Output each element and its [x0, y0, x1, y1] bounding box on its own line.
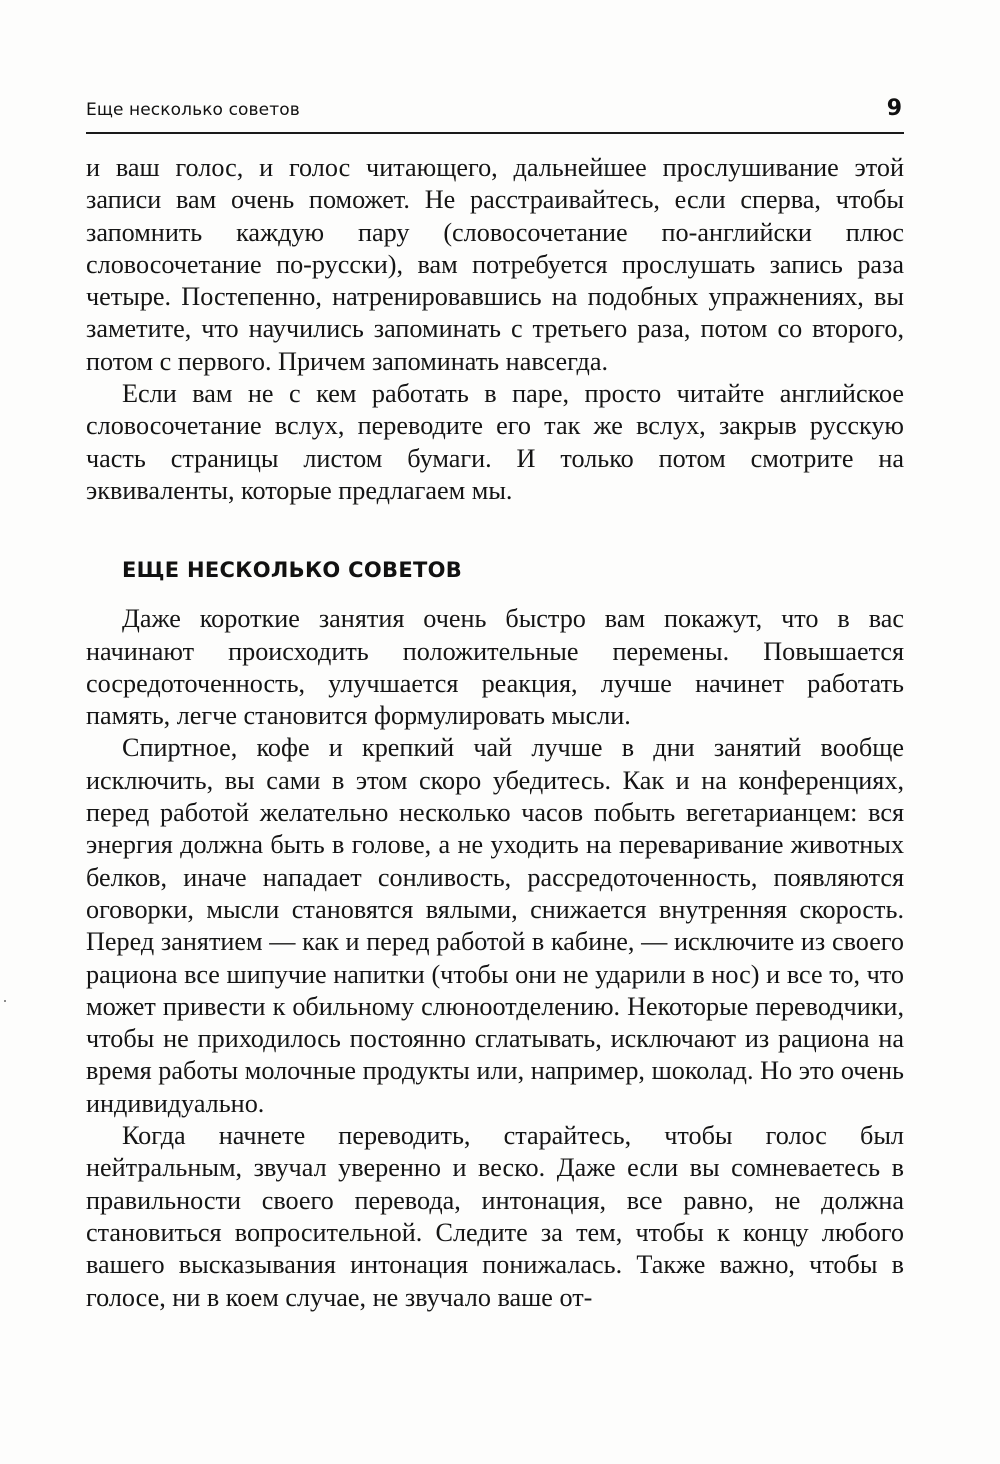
body-text — [86, 152, 904, 1314]
page-number: 9 — [886, 96, 902, 121]
paragraph: Даже короткие занятия очень быстро вам покажут, что в вас начинают происходить положительные перемены. Повышается сосредоточенность, улучшается реакция, лучше начинет работать память, легче становится формулировать мысли. — [86, 604, 904, 731]
paragraph: Спиртное, кофе и крепкий чай лучше в дни занятий вообще исключить, вы сами в этом скоро убедитесь. Как и на конференциях, перед работой желательно несколько часов побыть вегетарианцем: вся энергия должна быть в голове, а не уходить на переваривание животных белков, иначе нападает сонливость, рассредоточенность, появляются оговорки, мысли становятся вялыми, снижается внутренняя скорость. Перед занятием — как и перед работой в кабине, — исключите из своего рациона все шипучие напитки (чтобы они не ударили в нос) и все то, что может привести к обильному слюноотделению. Некоторые переводчики, чтобы не приходилось постоянно сглатывать, исключают из рациона на время работы молочные продукты или, например, шоколад. Но это очень индивидуально. — [86, 733, 904, 1118]
paragraph: и ваш голос, и голос читающего, дальнейшее прослушивание этой записи вам очень поможет. Не расстраивайтесь, если сперва, чтобы запомнить каждую пару (словосочетание по-английски плюс словосочетание по-русски), вам потребуется прослушать запись раза четыре. Постепенно, натренировавшись на подобных упражнениях, вы заметите, что научились запоминать с третьего раза, потом со второго, потом с первого. Причем запоминать навсегда. — [86, 153, 904, 376]
margin-speck — [4, 1000, 6, 1002]
running-title: Еще несколько советов — [86, 100, 300, 120]
paragraph: Если вам не с кем работать в паре, просто читайте английское словосочетание вслух, переводите его так же вслух, закрыв русскую часть страницы листом бумаги. И только потом смотрите на эквиваленты, которые предлагаем мы. — [86, 379, 904, 505]
section-heading: ЕЩЕ НЕСКОЛЬКО СОВЕТОВ — [122, 558, 463, 583]
paragraph: Когда начнете переводить, старайтесь, чтобы голос был нейтральным, звучал уверенно и веско. Даже если вы сомневаетесь в правильности своего перевода, интонация, все равно, не должна становиться вопросительной. Следите за тем, чтобы к концу любого вашего высказывания интонация понижалась. Также важно, чтобы в голосе, ни в коем случае, не звучало ваше от- — [86, 1121, 904, 1312]
running-header — [86, 96, 904, 134]
